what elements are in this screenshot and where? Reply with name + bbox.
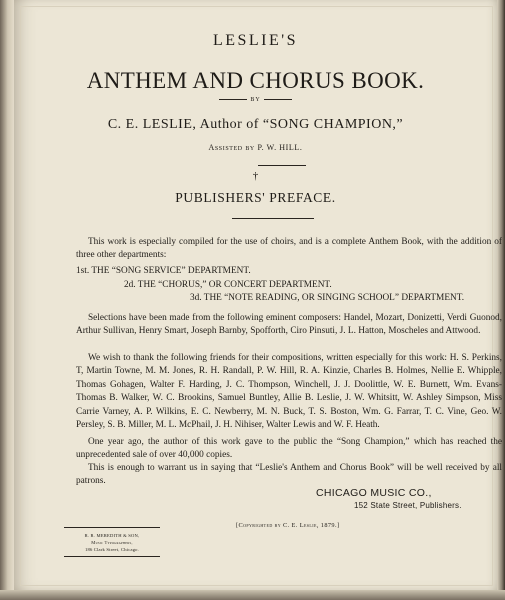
imprint-line-2: Music Typographers, (91, 540, 133, 545)
preface-heading: PUBLISHERS' PREFACE. (175, 190, 336, 205)
selections-paragraph: Selections have been made from the following eminent composers: Handel, Mozart, Donizetti, Verdi Guonod, Arthur Sullivan, Henry Smart, Joseph Barnby, Spofforth, Ciro Pinsuti, J. L. Hatton, Moscheles and Attwood. (76, 313, 502, 337)
scan-bottom-edge (0, 590, 505, 600)
title-line-1: LESLIE'S (212, 32, 299, 49)
preface-rule (232, 218, 314, 219)
author-line: C. E. LESLIE, Author of “SONG CHAMPION,” (107, 117, 404, 132)
department-1: 1st. THE “SONG SERVICE” DEPARTMENT. (76, 266, 251, 276)
imprint-line-1: R. R. MEREDITH & SON, (84, 533, 140, 538)
divider-arrow-right (264, 99, 292, 100)
by-label: BY (250, 97, 261, 103)
warrant-paragraph: This is enough to warrant us in saying that “Leslie's Anthem and Chorus Book” will be well received by all patrons. (76, 463, 502, 487)
intro-paragraph: This work is especially compiled for the use of choirs, and is a complete Anthem Book, with the addition of three other departments: (76, 237, 502, 261)
title-line-2: ANTHEM AND CHORUS BOOK. (86, 68, 425, 93)
title-page (14, 0, 502, 590)
scan-left-edge (0, 0, 14, 600)
thanks-paragraph: We wish to thank the following friends for their compositions, written especially for this work: H. S. Perkins, T, Martin Towne, M. M. Jones, R. H. Randall, P. W. Hill, R. A. Kinzie, Charles B. Holmes, Nellie E. Whipple, Thomas Gohagen, Walter F. Harding, J. C. Thompson, Winchell, J. J. Doolittle, W. E. Burnett, Wm. Evans-Thomas B. Walker, W. C. Brookins, Samuel Buntley, Allie B. Leslie, J. W. Whitsitt, W. Ashley Simpson, Miss Carrie Varney, A. P. Wilkins, E. C. Newberry, M. N. Buck, T. S. Boston, Wm. G. Farrar, T. C. Vine, Geo. W. Persley, S. B. Miller, M. L. McPhail, J. H. Nihiser, Walter Lewis and W. F. Heath. (76, 353, 502, 431)
imprint-line-3: 186 Clark Street, Chicago. (84, 547, 140, 552)
copyright-notice: [Copyrighted by C. E. Leslie, 1879.] (236, 522, 340, 529)
scan-right-edge (497, 0, 505, 600)
publisher-address: 152 State Street, Publishers. (354, 501, 462, 510)
publisher-name: CHICAGO MUSIC CO., (316, 487, 432, 499)
short-rule (258, 165, 306, 166)
divider-arrow-left (219, 99, 247, 100)
by-divider (14, 97, 497, 103)
one-year-paragraph: One year ago, the author of this work gave to the public the “Song Champion,” which has reached the unprecedented sale of over 40,000 copies. (76, 437, 502, 461)
department-3: 3d. THE “NOTE READING, OR SINGING SCHOOL” DEPARTMENT. (190, 293, 465, 303)
assisted-by-line: Assisted by P. W. HILL. (208, 143, 303, 152)
printer-imprint (64, 527, 160, 557)
department-2: 2d. THE “CHORUS,” OR CONCERT DEPARTMENT. (124, 280, 332, 290)
dagger-ornament: † (252, 170, 259, 182)
